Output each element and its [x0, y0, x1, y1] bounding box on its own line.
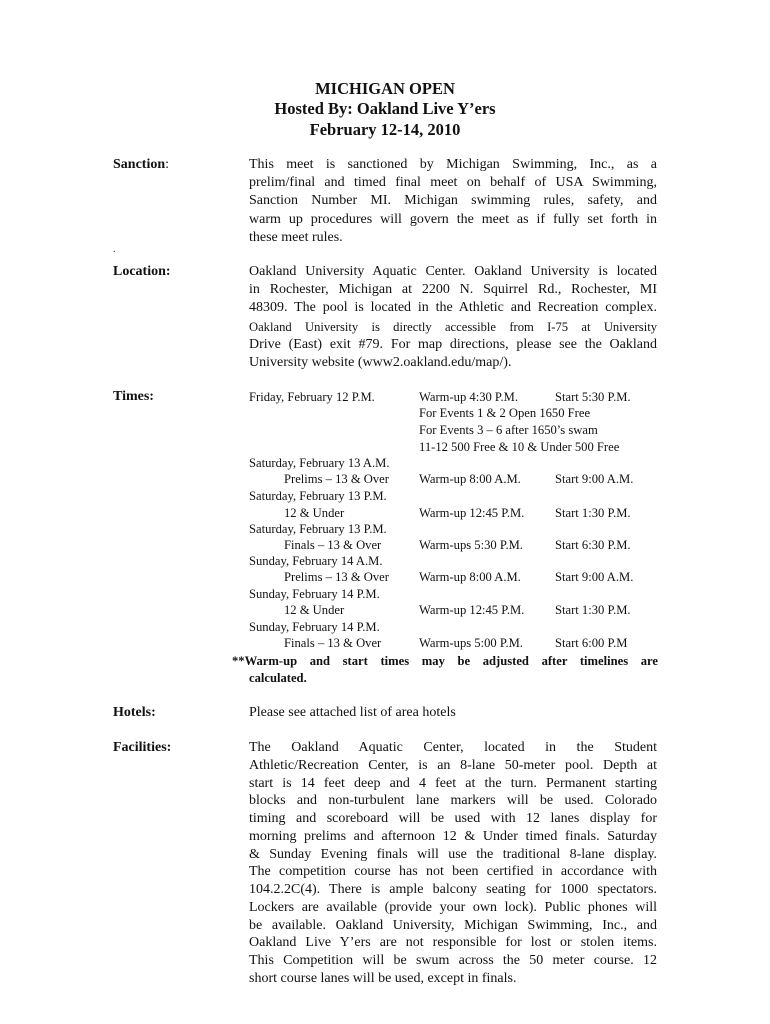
sanction-line: Sanction Number MI. Michigan swimming rules, safety, and [249, 193, 657, 209]
friday-start: Start 5:30 P.M. [555, 390, 631, 404]
session-warmup: Warm-ups 5:00 P.M. [419, 636, 523, 650]
timeline-note-line: calculated. [249, 671, 307, 685]
meet-dates: February 12-14, 2010 [309, 120, 461, 139]
friday-note: For Events 3 – 6 after 1650’s swam [419, 423, 598, 437]
facilities-line: Oakland Live Y’ers are not responsible for lost or stolen items. [249, 935, 657, 951]
facilities-line: timing and scoreboard will be used with 12 lanes display for [249, 811, 657, 826]
facilities-line: be available. Oakland University, Michigan Swimming, Inc., and [249, 917, 657, 933]
hotels-line: Please see attached list of area hotels [249, 705, 456, 720]
session-warmup: Warm-up 12:45 P.M. [419, 506, 525, 520]
timeline-note-line: **Warm-up and start times may be adjusted after timelines are [232, 654, 658, 668]
location-line: University website (www2.oakland.edu/map/). [249, 355, 512, 371]
session-warmup: Warm-up 8:00 A.M. [419, 472, 521, 486]
timeline-note [232, 653, 658, 687]
facilities-line: Lockers are available (provide your own lock). Public phones will [249, 899, 657, 915]
session-start: Start 6:00 P.M [555, 636, 628, 650]
meet-title: MICHIGAN OPEN [315, 79, 455, 98]
session-day: Sunday, February 14 A.M. [249, 554, 383, 568]
friday-day: Friday, February 12 P.M. [249, 390, 375, 404]
facilities-line: short course lanes will be used, except in finals. [249, 970, 517, 986]
session-group: 12 & Under [284, 506, 345, 520]
stray-mark: . [113, 244, 116, 255]
facilities-line: start is 14 feet deep and 4 feet at the turn. Permanent starting [249, 775, 657, 791]
location-line: in Rochester, Michigan at 2200 N. Squirrel Rd., Rochester, MI [249, 282, 657, 298]
session-start: Start 1:30 P.M. [555, 506, 631, 520]
session-group: Finals – 13 & Over [284, 636, 382, 650]
session-warmup: Warm-ups 5:30 P.M. [419, 538, 523, 552]
facilities-line: Athletic/Recreation Center, is an 8-lane 50-meter pool. Depth at [249, 757, 657, 773]
session-day: Sunday, February 14 P.M. [249, 620, 380, 634]
facilities-line: The competition course has not been certified in accordance with [249, 864, 657, 880]
facilities-line: The Oakland Aquatic Center, located in the Student [249, 740, 657, 755]
sanction-label: Sanction: [113, 157, 170, 172]
location-label: Location: [113, 264, 171, 279]
sanction-text [249, 156, 657, 247]
sanction-line: prelim/final and timed final meet on behalf of USA Swimming, [249, 175, 657, 191]
times-label: Times: [113, 389, 154, 404]
facilities-line: & Sunday Evening finals will use the traditional 8-lane display. [249, 846, 657, 862]
session-group: 12 & Under [284, 603, 345, 617]
session-start: Start 9:00 A.M. [555, 570, 634, 584]
session-start: Start 1:30 P.M. [555, 603, 631, 617]
friday-note: 11-12 500 Free & 10 & Under 500 Free [419, 440, 620, 454]
location-line: Oakland University Aquatic Center. Oakland University is located [249, 264, 657, 279]
facilities-text [249, 739, 657, 988]
sanction-line: warm up procedures will govern the meet as if fully set forth in [249, 211, 657, 227]
sanction-line: This meet is sanctioned by Michigan Swimming, Inc., as a [249, 157, 657, 172]
location-line: Drive (East) exit #79. For map directions, please see the Oakland [249, 336, 657, 352]
session-warmup: Warm-up 8:00 A.M. [419, 570, 521, 584]
session-group: Finals – 13 & Over [284, 538, 382, 552]
session-start: Start 9:00 A.M. [555, 472, 634, 486]
session-warmup: Warm-up 12:45 P.M. [419, 603, 525, 617]
session-group: Prelims – 13 & Over [284, 570, 389, 584]
location-line: 48309. The pool is located in the Athletic and Recreation complex. [249, 300, 657, 316]
hotels-label: Hotels: [113, 705, 156, 720]
facilities-line: blocks and non-turbulent lane markers will be used. Colorado [249, 793, 657, 809]
facilities-line: 104.2.2C(4). There is ample balcony seating for 1000 spectators. [249, 882, 657, 897]
session-day: Saturday, February 13 A.M. [249, 456, 390, 470]
session-day: Sunday, February 14 P.M. [249, 587, 380, 601]
sanction-line: these meet rules. [249, 229, 343, 245]
session-day: Saturday, February 13 P.M. [249, 489, 387, 503]
friday-note: For Events 1 & 2 Open 1650 Free [419, 406, 591, 420]
location-line: Oakland University is directly accessible from I-75 at University [249, 319, 657, 334]
hotels-text [249, 704, 657, 722]
facilities-label: Facilities: [113, 740, 172, 755]
session-group: Prelims – 13 & Over [284, 472, 389, 486]
session-start: Start 6:30 P.M. [555, 538, 631, 552]
session-day: Saturday, February 13 P.M. [249, 522, 387, 536]
location-text [249, 263, 657, 372]
friday-warmup: Warm-up 4:30 P.M. [419, 390, 519, 404]
facilities-line: morning prelims and afternoon 12 & Under timed finals. Saturday [249, 828, 657, 844]
meet-host: Hosted By: Oakland Live Y’ers [274, 99, 496, 118]
facilities-line: This Competition will be swum across the 50 meter course. 12 [249, 953, 657, 968]
